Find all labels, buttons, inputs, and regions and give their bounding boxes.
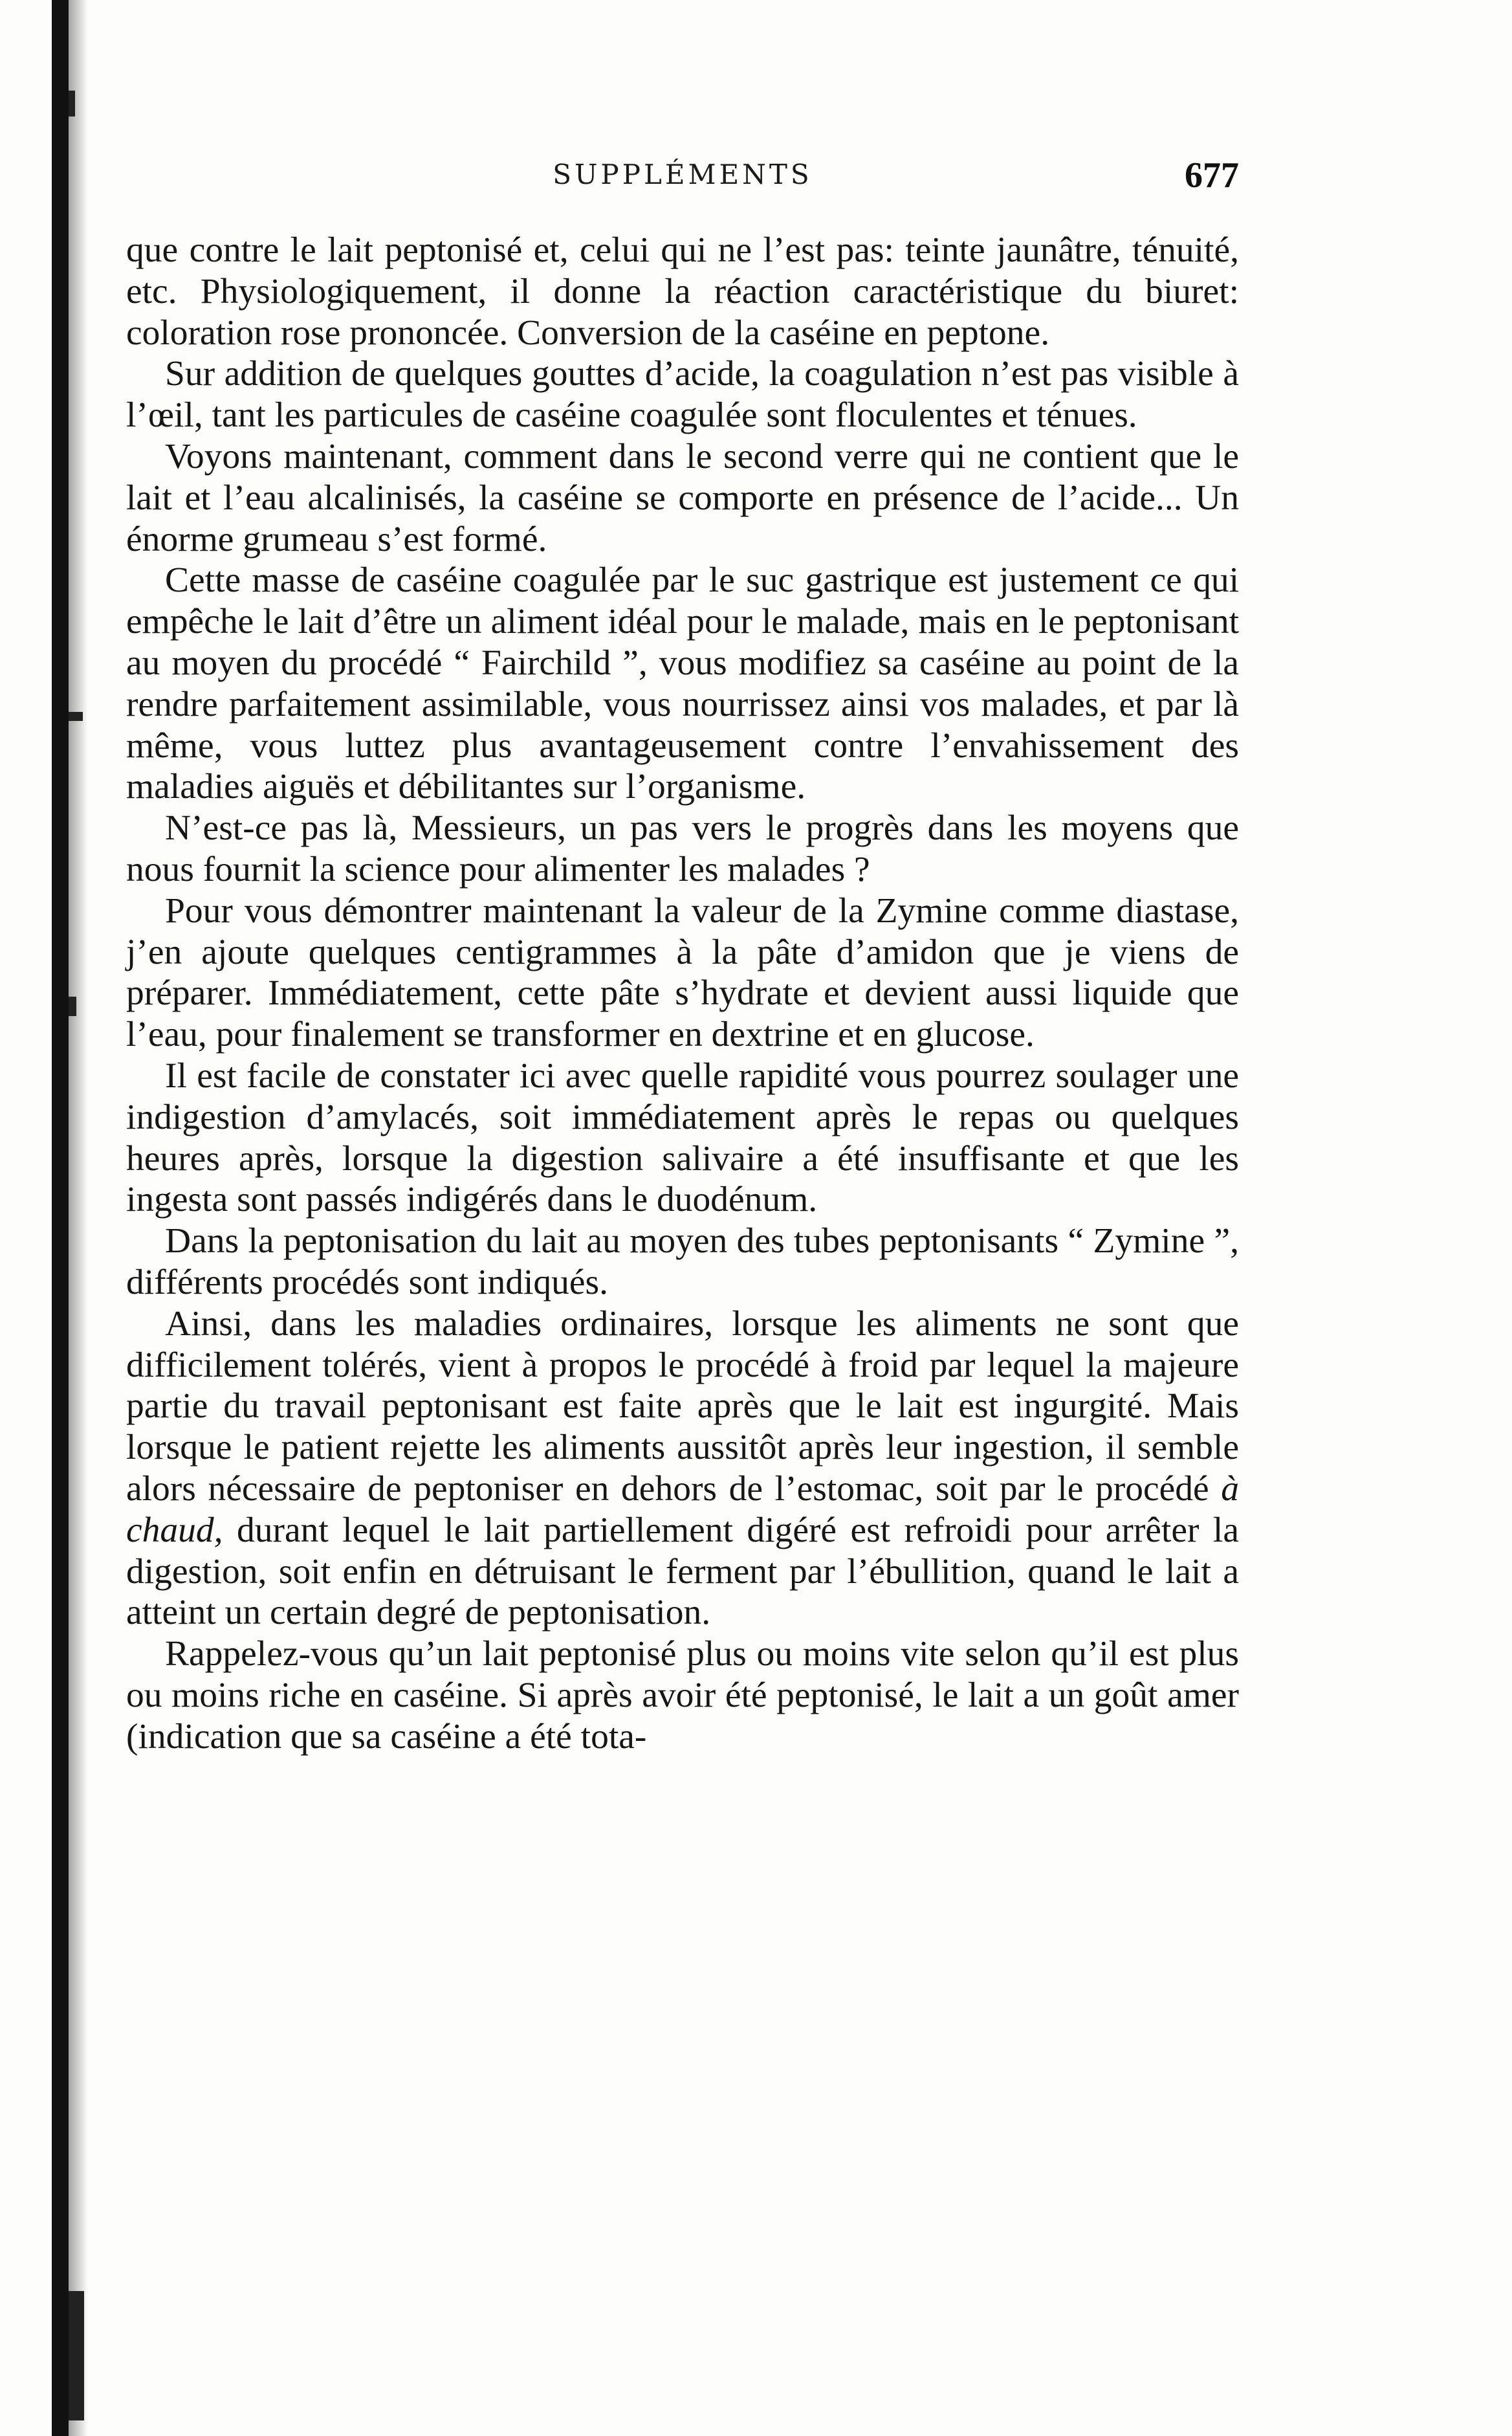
paragraph: Dans la peptonisation du lait au moyen des tubes peptonisants “ Zymine ”, différents procédés sont indiqués. <box>126 1221 1239 1302</box>
binding-edge <box>52 0 69 2436</box>
body-text <box>126 230 1239 1758</box>
paragraph: Sur addition de quelques gouttes d’acide, la coagulation n’est pas visible à l’œil, tant les particules de caséine coagulée sont floculentes et ténues. <box>126 354 1239 436</box>
page-header <box>126 155 1239 197</box>
paragraph: que contre le lait peptonisé et, celui qui ne l’est pas: teinte jaunâtre, ténuité, etc. Physiologiquement, il donne la réaction caractéristique du biuret: coloration rose prononcée. Conversion de la caséine en peptone. <box>126 230 1239 353</box>
binding-tab-mark <box>69 2291 84 2420</box>
binding-shadow <box>69 0 88 2436</box>
paragraph-text-before-italic: Ainsi, dans les maladies ordinaires, lorsque les aliments ne sont que difficilement tolérés, vient à propos le procédé à froid par lequel la majeure partie du travail peptonisant est faite après que le lait est ingurgité. Mais lorsque le patient rejette les aliments aussitôt après leur ingestion, il semble alors nécessaire de peptoniser en dehors de l’estomac, soit par le procédé <box>126 1303 1239 1509</box>
page-number: 677 <box>1185 155 1239 195</box>
binding-tab-mark <box>69 91 75 116</box>
paragraph: N’est-ce pas là, Messieurs, un pas vers le progrès dans les moyens que nous fournit la science pour alimenter les malades ? <box>126 808 1239 889</box>
paragraph: Cette masse de caséine coagulée par le suc gastrique est justement ce qui empêche le lait d’être un aliment idéal pour le malade, mais en le peptonisant au moyen du procédé “ Fairchild ”, vous modifiez sa caséine au point de la rendre parfaitement assimilable, vous nourrissez ainsi vos malades, et par là même, vous luttez plus avantageusement contre l’envahissement des maladies aiguës et débilitantes sur l’organisme. <box>126 560 1239 807</box>
paragraph: Pour vous démontrer maintenant la valeur de la Zymine comme diastase, j’en ajoute quelques centigrammes à la pâte d’amidon que je viens de préparer. Immédiatement, cette pâte s’hydrate et devient aussi liquide que l’eau, pour finalement se transformer en dextrine et en glucose. <box>126 891 1239 1055</box>
paragraph: Il est facile de constater ici avec quelle rapidité vous pourrez soulager une indigestion d’amylacés, soit immédiatement après le repas ou quelques heures après, lorsque la digestion salivaire a été insuffisante et que les ingesta sont passés indigérés dans le duodénum. <box>126 1056 1239 1220</box>
binding-tab-mark <box>69 712 83 721</box>
paragraph: Rappelez-vous qu’un lait peptonisé plus ou moins vite selon qu’il est plus ou moins riche en caséine. Si après avoir été peptonisé, le lait a un goût amer (indication que sa caséine a été tota- <box>126 1634 1239 1756</box>
paragraph: Voyons maintenant, comment dans le second verre qui ne contient que le lait et l’eau alcalinisés, la caséine se comporte en présence de l’acide... Un énorme grumeau s’est formé. <box>126 436 1239 559</box>
paragraph-text-after-italic: durant lequel le lait partiellement digéré est refroidi pour arrêter la digestion, soit enfin en détruisant le ferment par l’ébullition, quand le lait a atteint un certain degré de peptonisation. <box>126 1510 1239 1633</box>
running-head: SUPPLÉMENTS <box>553 159 813 190</box>
paragraph <box>126 1303 1239 1633</box>
italic-phrase: à chaud, <box>126 1468 1239 1550</box>
binding-tab-mark <box>69 997 76 1016</box>
